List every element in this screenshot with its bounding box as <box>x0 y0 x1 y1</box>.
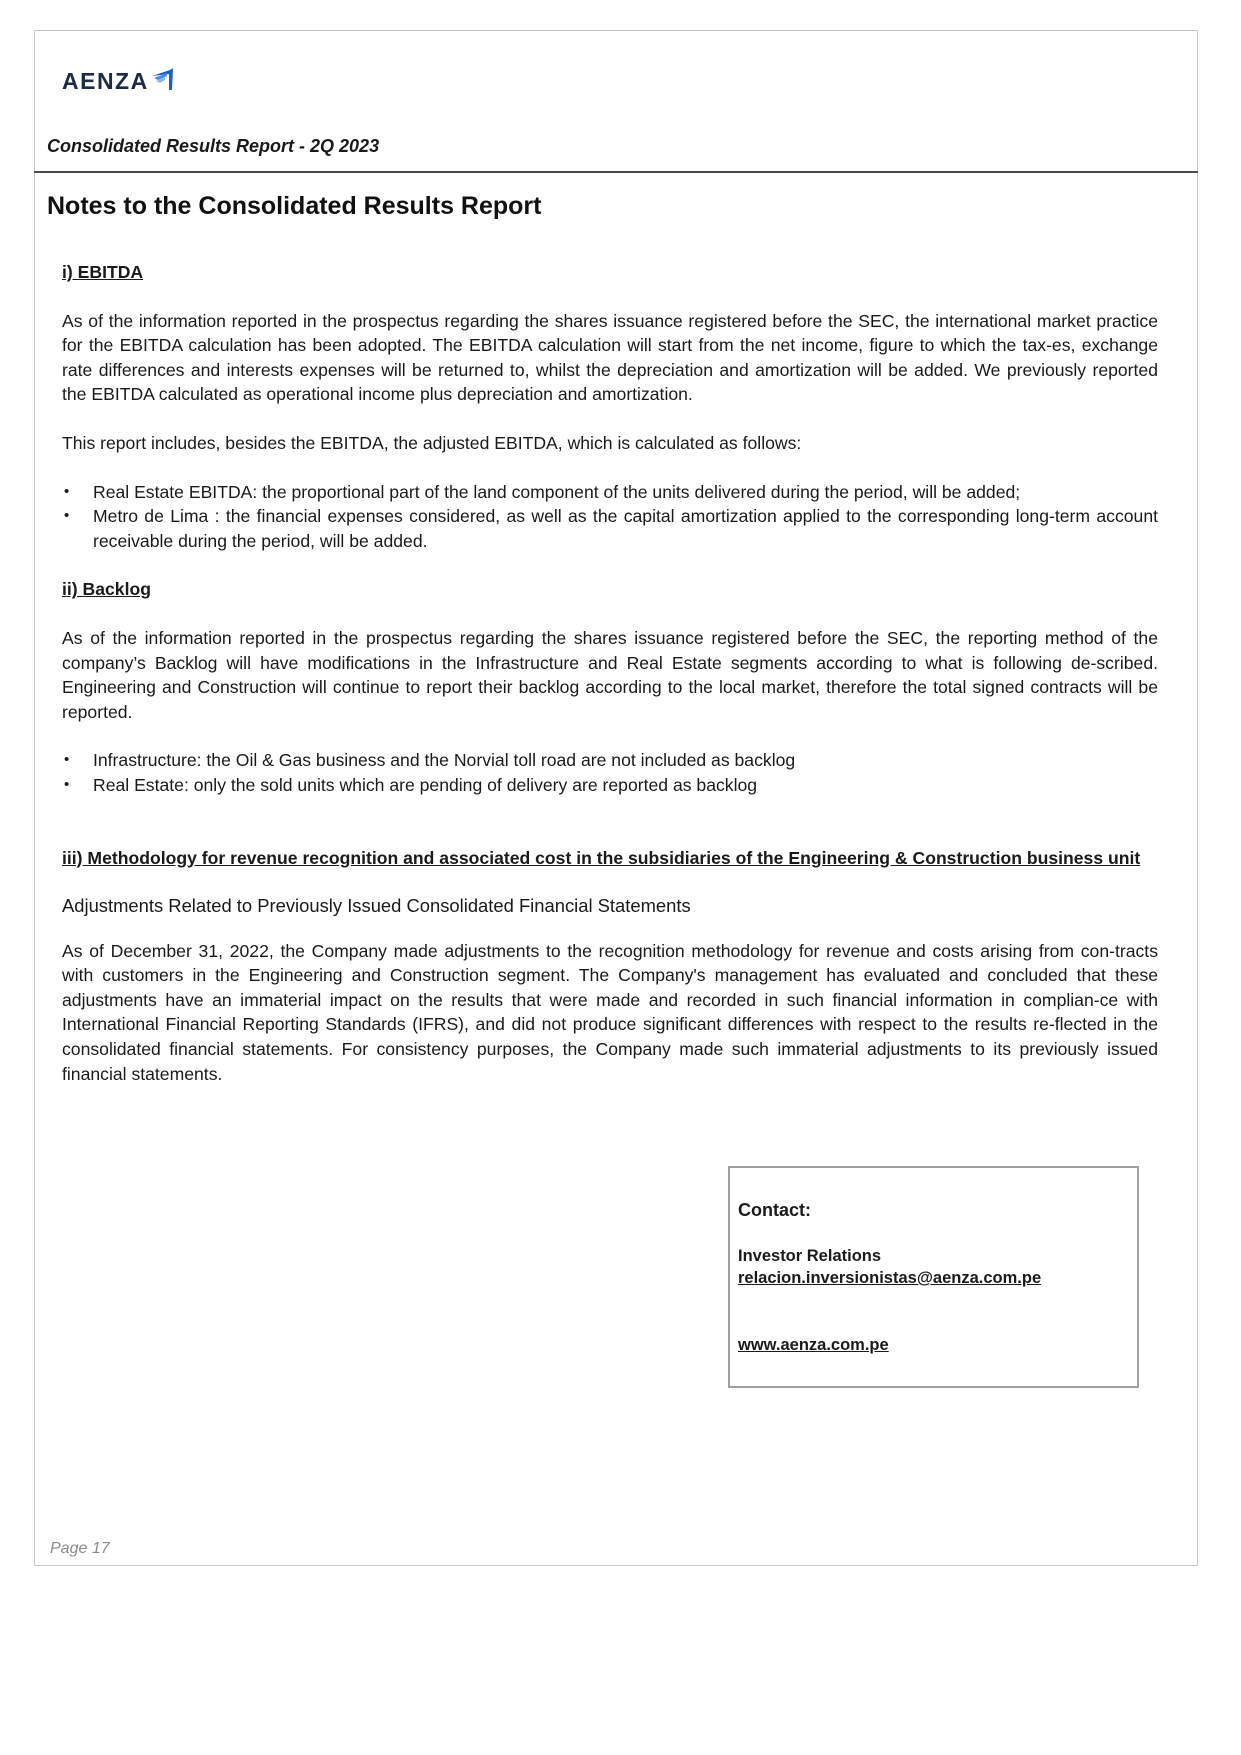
backlog-bullet-list <box>62 748 1158 797</box>
contact-box <box>728 1166 1139 1388</box>
backlog-heading: ii) Backlog <box>62 579 151 600</box>
investor-relations-email-link[interactable]: relacion.inversionistas@aenza.com.pe <box>738 1269 1042 1287</box>
methodology-subheading: Adjustments Related to Previously Issued Consolidated Financial Statements <box>62 895 691 917</box>
list-item: • Real Estate EBITDA: the proportional part of the land component of the units delivered during the period, will be added; <box>62 480 1158 505</box>
list-item: • Real Estate: only the sold units which are pending of delivery are reported as backlog <box>62 773 1158 798</box>
investor-relations-label: Investor Relations <box>738 1247 882 1265</box>
ebitda-bullet-list <box>62 480 1158 554</box>
methodology-paragraph: As of December 31, 2022, the Company made adjustments to the recognition methodology for revenue and costs arising from con-tracts with customers in the Engineering and Construction segment. The Company's management has evaluated and concluded that these adjustments have an immaterial impact on the results that were made and recorded in such financial information in complian-ce with International Financial Reporting Standards (IFRS), and did not produce significant differences with respect to the results re-flected in the consolidated financial statements. For consistency purposes, the Company made such immaterial adjustments to its previously issued financial statements. <box>62 940 1158 1084</box>
page-title: Notes to the Consolidated Results Report <box>47 192 542 220</box>
header-divider <box>34 171 1198 173</box>
logo-swoosh-icon <box>150 64 176 92</box>
list-item: • Infrastructure: the Oil & Gas business and the Norvial toll road are not included as backlog <box>62 748 1158 773</box>
aenza-logo <box>62 66 176 96</box>
website-link[interactable]: www.aenza.com.pe <box>738 1336 889 1354</box>
page-number: Page 17 <box>50 1540 110 1557</box>
ebitda-paragraph-1: As of the information reported in the prospectus regarding the shares issuance registered before the SEC, the international market practice for the EBITDA calculation has been adopted. The EBITDA calculation will start from the net income, figure to which the tax-es, exchange rate differences and interests expenses will be returned to, whilst the depreciation and amortization will be added. We previously reported the EBITDA calculated as operational income plus depreciation and amortization. <box>62 310 1158 405</box>
notes-content <box>62 260 1158 1086</box>
ebitda-heading: i) EBITDA <box>62 262 144 282</box>
logo-text: AENZA <box>62 67 149 94</box>
methodology-heading: iii) Methodology for revenue recognition and associated cost in the subsidiaries of the Engineering & Construction business unit <box>62 847 1141 868</box>
list-item: • Metro de Lima : the financial expenses considered, as well as the capital amortization applied to the corresponding long-term account receivable during the period, will be added. <box>62 504 1158 553</box>
report-title: Consolidated Results Report - 2Q 2023 <box>47 136 380 156</box>
ebitda-paragraph-2: This report includes, besides the EBITDA, the adjusted EBITDA, which is calculated as follows: <box>62 432 802 453</box>
backlog-paragraph: As of the information reported in the prospectus regarding the shares issuance registered before the SEC, the reporting method of the company’s Backlog will have modifications in the Infrastructure and Real Estate segments according to what is following de-scribed. Engineering and Construction will continue to report their backlog according to the local market, therefore the total signed contracts will be reported. <box>62 627 1158 722</box>
contact-label: Contact: <box>738 1200 811 1220</box>
